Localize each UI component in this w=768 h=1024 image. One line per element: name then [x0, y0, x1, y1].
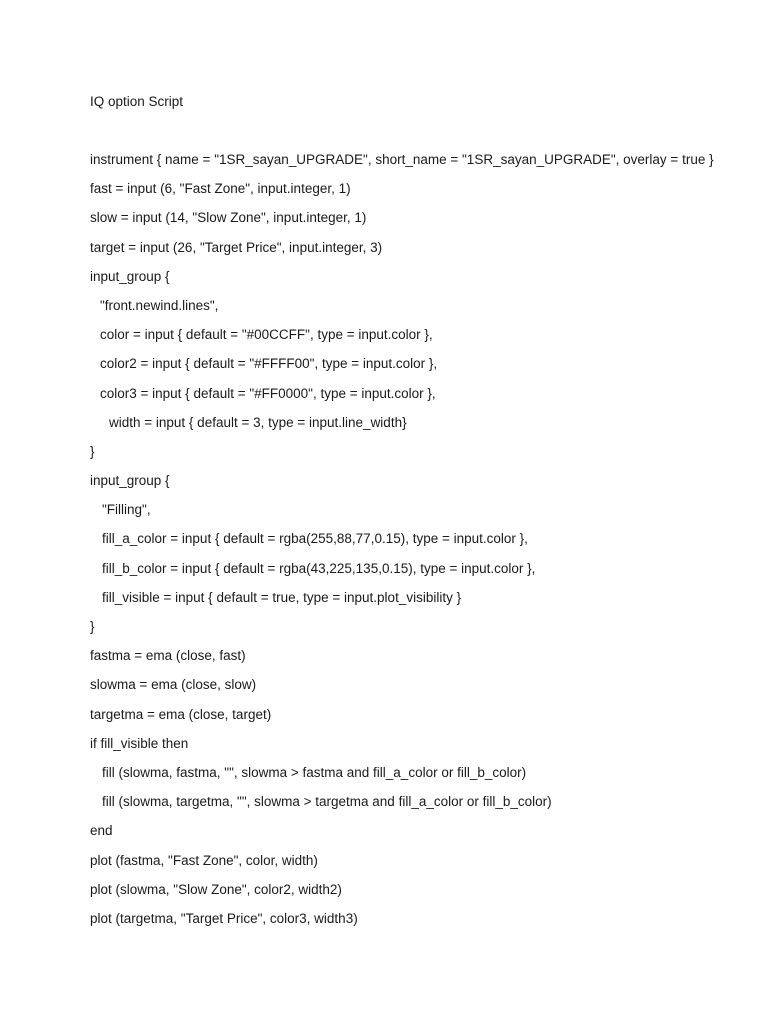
- code-line-width: width = input { default = 3, type = input.line_width}: [109, 414, 407, 430]
- code-line-input-group-open: input_group {: [90, 268, 170, 284]
- code-line-group-close-2: }: [90, 619, 95, 634]
- code-line-color: color = input { default = "#00CCFF", type = input.color },: [100, 327, 433, 343]
- code-line-slowma: slowma = ema (close, slow): [90, 677, 257, 693]
- code-line-target-input: target = input (26, "Target Price", input.integer, 3): [90, 239, 383, 255]
- document-title: IQ option Script: [90, 94, 184, 109]
- code-line-group-close: }: [90, 443, 95, 459]
- script-code-block: [90, 151, 750, 939]
- code-line-fill-b-color: fill_b_color = input { default = rgba(43,225,135,0.15), type = input.color },: [102, 560, 536, 576]
- code-line-plot-targetma: plot (targetma, "Target Price", color3, width3): [90, 910, 358, 926]
- code-line-targetma: targetma = ema (close, target): [90, 706, 272, 722]
- code-line-plot-fastma: plot (fastma, "Fast Zone", color, width): [90, 852, 318, 868]
- code-line-fill-a-color: fill_a_color = input { default = rgba(255,88,77,0.15), type = input.color },: [102, 531, 528, 547]
- code-line-color3: color3 = input { default = "#FF0000", type = input.color },: [100, 385, 436, 401]
- code-line-color2: color2 = input { default = "#FFFF00", type = input.color },: [100, 356, 438, 372]
- code-line-end: end: [90, 823, 113, 839]
- code-line-plot-slowma: plot (slowma, "Slow Zone", color2, width2): [90, 881, 342, 897]
- code-line-fill-fastma: fill (slowma, fastma, "", slowma > fastma and fill_a_color or fill_b_color): [102, 764, 527, 780]
- code-line-group-label-lines: "front.newind.lines",: [100, 297, 219, 313]
- code-line-slow-input: slow = input (14, "Slow Zone", input.integer, 1): [90, 210, 367, 226]
- code-line-if-fill-visible: if fill_visible then: [90, 735, 189, 751]
- code-line-input-group-open-2: input_group {: [90, 473, 170, 489]
- code-line-fill-targetma: fill (slowma, targetma, "", slowma > targetma and fill_a_color or fill_b_color): [102, 794, 552, 810]
- code-line-fast-input: fast = input (6, "Fast Zone", input.integer, 1): [90, 181, 351, 197]
- code-line-group-label-filling: "Filling",: [102, 502, 151, 518]
- code-line-instrument: instrument { name = "1SR_sayan_UPGRADE", short_name = "1SR_sayan_UPGRADE", overlay = true }: [90, 152, 714, 167]
- code-line-fastma: fastma = ema (close, fast): [90, 648, 246, 664]
- code-line-fill-visible: fill_visible = input { default = true, type = input.plot_visibility }: [102, 589, 462, 605]
